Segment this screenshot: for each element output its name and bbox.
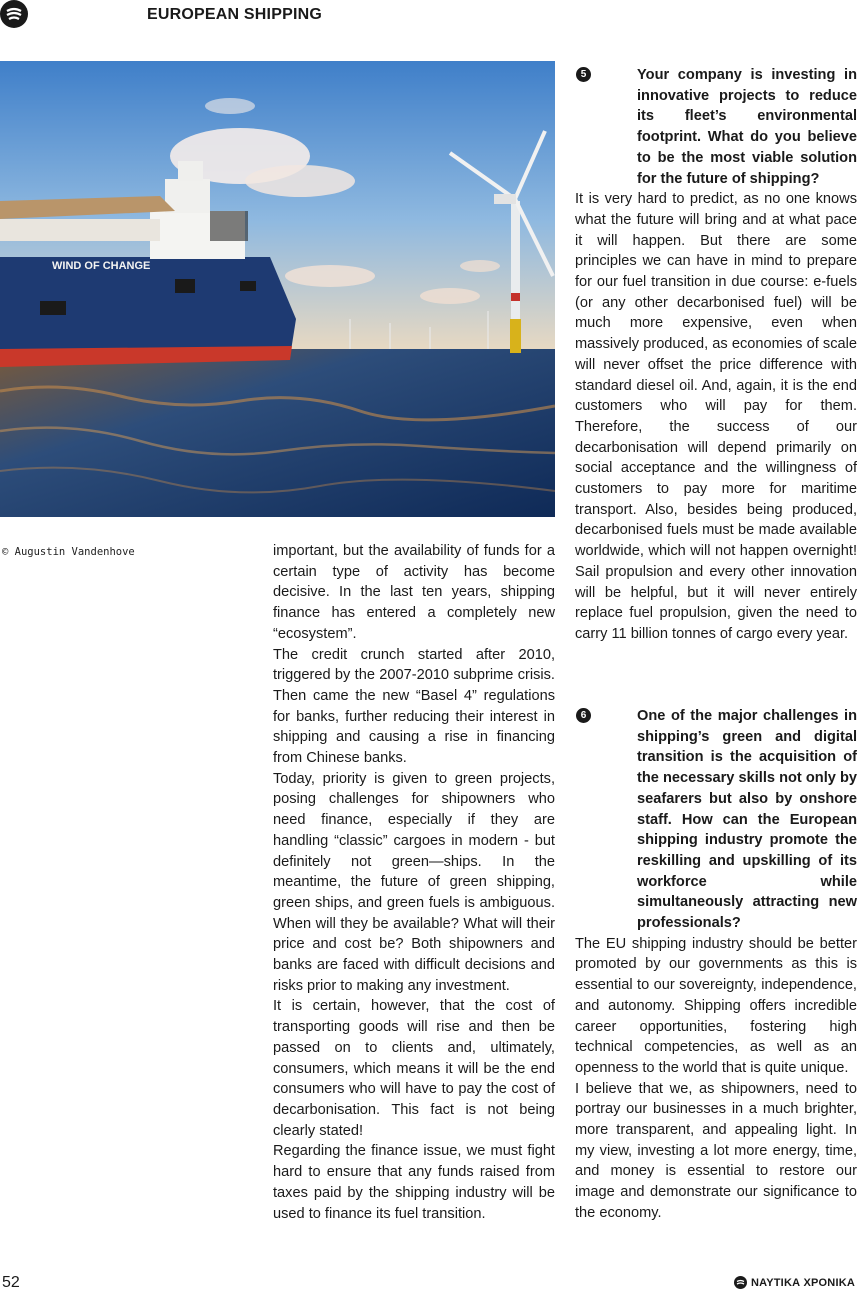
right-column-top (575, 65, 857, 645)
section-title: EUROPEAN SHIPPING (147, 6, 322, 23)
answer-paragraph: The EU shipping industry should be better promoted by our governments as this is essential to our sovereignty, independence, and autonomy. Shipping offers incredible career opportunities, fostering high technical competencies, as well as an openness to the world that is quite unique. (575, 935, 857, 1076)
publisher-name: ΝΑΥΤΙΚΑ ΧΡΟΝΙΚΑ (750, 1276, 855, 1289)
paragraph: important, but the availability of funds for a certain type of activity has become decisive. In the last ten years, shipping finance has entered a completely new “ecosystem”. (273, 543, 555, 642)
question-6 (575, 706, 857, 934)
publisher-mark (734, 1276, 855, 1289)
hero-photo (0, 61, 555, 517)
page-number: 52 (2, 1274, 20, 1291)
answer-paragraph: It is very hard to predict, as no one knows what the future will bring and at what pace it will happen. But there are some principles we can have in mind to prepare for our fuel transition in due course: e-fuels (or any other decarbonised fuel) will be much more expensive, even when massively produced, as economies of scale will never offset the price difference with standard diesel oil. And, again, it is the end customers who will pay for them. Therefore, the success of our decarbonisation will depend primarily on social acceptance and the willingness of customers to pay more for maritime transport. Also, besides being produced, decarbonised fuels must be made available worldwide, which will not happen overnight! Sail propulsion and every other innovation will be helpful, but it will never entirely replace fuel propulsion, given the need to carry 11 billion tonnes of cargo every year. (575, 191, 857, 642)
middle-column (273, 541, 555, 1224)
question-number-badge: 6 (576, 708, 591, 723)
ship-name-label: WIND OF CHANGE (52, 260, 151, 272)
question-number-badge: 5 (576, 67, 591, 82)
paragraph: The credit crunch started after 2010, triggered by the 2007-2010 subprime crisis. Then came the new “Basel 4” regulations for banks, further reducing their interest in shipping and causing a rise in financing from Chinese banks. (273, 646, 555, 767)
question-text: Your company is investing in innovative projects to reduce its fleet’s environmental footprint. What do you believe to be the most viable solution for the future of shipping? (637, 67, 857, 187)
answer-paragraph: I believe that we, as shipowners, need to portray our businesses in a much brighter, more transparent, and appealing light. In my view, investing a lot more energy, time, and money is essential to restore our image and demonstrate our significance to the economy. (575, 1080, 857, 1221)
question-5 (575, 65, 857, 189)
right-column-bottom (575, 706, 857, 1224)
wave-logo-icon (0, 0, 28, 28)
wave-logo-icon (734, 1276, 747, 1289)
paragraph: It is certain, however, that the cost of transporting goods will rise and then be passed on to clients and, ultimately, consumers, which means it will be the end consumers who will have to pay the cost of decarbonisation. This fact is not being clearly stated! (273, 998, 555, 1139)
question-text: One of the major challenges in shipping’s green and digital transition is the acquisition of the necessary skills not only by seafarers but also by onshore staff. How can the European shipping industry promote the reskilling and upskilling of its workforce while simultaneously attracting new professionals? (637, 708, 857, 932)
paragraph: Regarding the finance issue, we must fight hard to ensure that any funds raised from taxes paid by the shipping industry will be used to finance its fuel transition. (273, 1143, 555, 1222)
photo-credit: © Augustin Vandenhove (2, 546, 135, 558)
paragraph: Today, priority is given to green projects, posing challenges for shipowners who need finance, especially if they are handling “classic” cargoes in modern - but definitely not green—ships. In the meantime, the future of green shipping, green ships, and green fuels is ambiguous. When will they be available? What will their price and cost be? Both shipowners and banks are faced with difficult decisions and risks prior to making any investment. (273, 770, 555, 994)
